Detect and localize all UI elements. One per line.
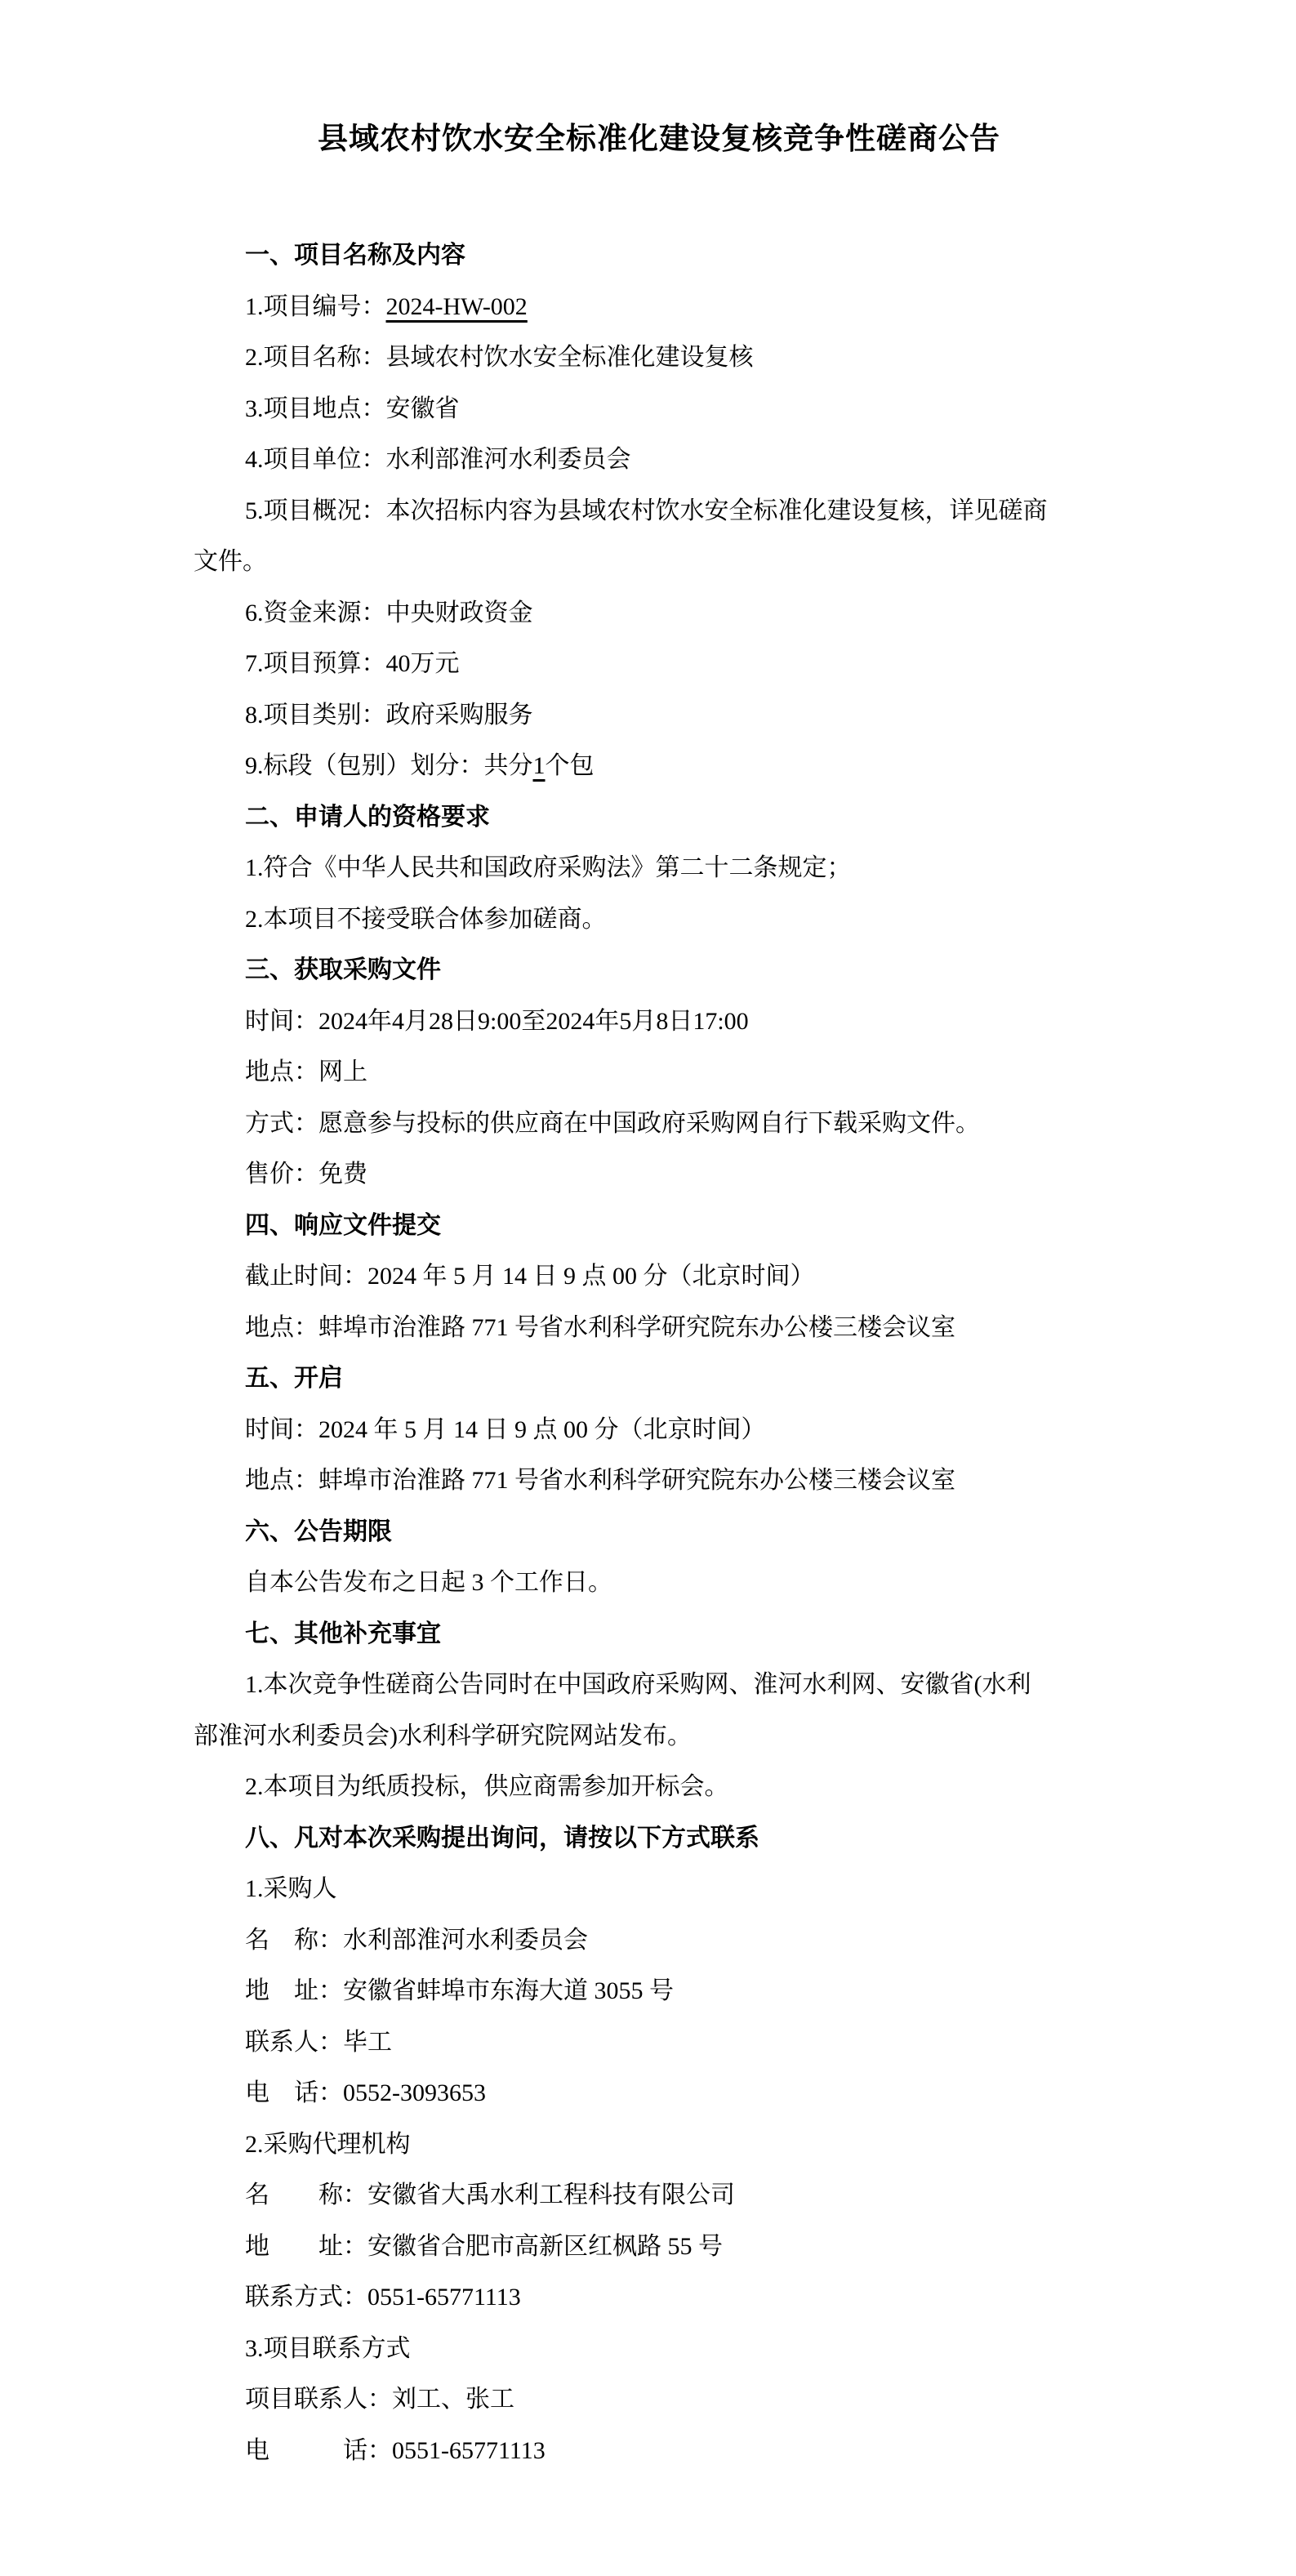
text-line <box>194 741 1125 792</box>
text-line <box>194 1251 1125 1303</box>
text-line <box>194 1455 1125 1507</box>
doc-paragraph <box>194 1405 1125 1456</box>
text-segment: 方式：愿意参与投标的供应商在中国政府采购网自行下载采购文件。 <box>245 1109 980 1137</box>
doc-paragraph <box>194 639 1125 690</box>
doc-paragraph <box>194 1303 1125 1354</box>
text-segment: 地点：蚌埠市治淮路 771 号省水利科学研究院东办公楼三楼会议室 <box>245 1467 955 1494</box>
text-line <box>194 1047 1125 1099</box>
doc-paragraph <box>194 894 1125 946</box>
text-line <box>194 1303 1125 1354</box>
doc-paragraph <box>194 2374 1125 2426</box>
text-segment: 1.本次竞争性磋商公告同时在中国政府采购网、淮河水利网、安徽省(水利 <box>245 1671 1031 1698</box>
doc-paragraph <box>194 1966 1125 2017</box>
text-line <box>194 792 1125 844</box>
text-line <box>194 537 1125 588</box>
text-segment: 5.项目概况：本次招标内容为县域农村饮水安全标准化建设复核，详见磋商 <box>245 497 1048 524</box>
text-line <box>194 2017 1125 2069</box>
text-segment: 地点：蚌埠市治淮路 771 号省水利科学研究院东办公楼三楼会议室 <box>245 1313 955 1341</box>
text-line <box>194 1353 1125 1405</box>
section-heading <box>194 1609 1125 1660</box>
doc-paragraph <box>194 1915 1125 1967</box>
text-line <box>194 1813 1125 1865</box>
text-line <box>194 1149 1125 1201</box>
text-segment: 电 话：0552-3093653 <box>245 2079 486 2106</box>
text-segment: 名 称：安徽省大禹水利工程科技有限公司 <box>245 2182 735 2208</box>
text-segment: 3.项目地点：安徽省 <box>245 394 460 422</box>
text-line <box>194 230 1125 282</box>
doc-paragraph <box>194 996 1125 1048</box>
text-segment: 七、其他补充事宜 <box>245 1620 441 1647</box>
text-segment: 地点：网上 <box>245 1058 367 1085</box>
text-segment: 4.项目单位：水利部淮河水利委员会 <box>245 446 631 473</box>
text-line <box>194 2426 1125 2477</box>
text-segment: 八、凡对本次采购提出询问，请按以下方式联系 <box>245 1824 759 1852</box>
text-line <box>194 2170 1125 2222</box>
doc-paragraph <box>194 741 1125 792</box>
doc-paragraph <box>194 1660 1125 1762</box>
text-line <box>194 2222 1125 2273</box>
doc-paragraph <box>194 1099 1125 1150</box>
text-line <box>194 1609 1125 1660</box>
section-heading <box>194 792 1125 844</box>
doc-paragraph <box>194 1047 1125 1099</box>
text-segment: 时间：2024年4月28日9:00至2024年5月8日17:00 <box>245 1007 749 1035</box>
doc-paragraph <box>194 1149 1125 1201</box>
text-segment: 电 话：0551-65771113 <box>245 2436 546 2464</box>
text-segment: 文件。 <box>194 548 267 575</box>
text-segment: 2.采购代理机构 <box>245 2130 411 2158</box>
text-line <box>194 282 1125 333</box>
text-line <box>194 1864 1125 1915</box>
text-segment: 时间：2024 年 5 月 14 日 9 点 00 分（北京时间） <box>245 1415 766 1443</box>
doc-paragraph <box>194 2324 1125 2375</box>
text-line <box>194 435 1125 486</box>
section-heading <box>194 1813 1125 1865</box>
doc-paragraph <box>194 2272 1125 2324</box>
text-segment: 2.本项目为纸质投标，供应商需参加开标会。 <box>245 1773 729 1800</box>
text-segment: 六、公告期限 <box>245 1518 392 1545</box>
text-line <box>194 1660 1125 1711</box>
section-heading <box>194 1507 1125 1558</box>
text-line <box>194 2119 1125 2171</box>
text-segment: 地 址：安徽省合肥市高新区红枫路 55 号 <box>245 2232 723 2260</box>
text-line <box>194 1762 1125 1813</box>
text-segment: 部淮河水利委员会)水利科学研究院网站发布。 <box>194 1722 692 1749</box>
doc-paragraph <box>194 2222 1125 2273</box>
underlined-text: 2024-HW-002 <box>385 292 528 320</box>
text-segment: 9.标段（包别）划分：共分 <box>245 752 533 779</box>
doc-paragraph <box>194 332 1125 384</box>
text-line <box>194 1405 1125 1456</box>
text-line <box>194 2374 1125 2426</box>
text-line <box>194 1915 1125 1967</box>
section-heading <box>194 945 1125 996</box>
text-segment: 五、开启 <box>245 1365 343 1392</box>
doc-paragraph <box>194 690 1125 742</box>
text-line <box>194 1558 1125 1609</box>
text-segment: 1.采购人 <box>245 1875 337 1902</box>
document-title: 县域农村饮水安全标准化建设复核竞争性磋商公告 <box>318 123 1000 156</box>
text-line <box>194 894 1125 946</box>
text-line <box>194 639 1125 690</box>
text-segment: 截止时间：2024 年 5 月 14 日 9 点 00 分（北京时间） <box>245 1263 815 1290</box>
text-line <box>194 2324 1125 2375</box>
text-segment: 3.项目联系方式 <box>245 2334 411 2362</box>
doc-paragraph <box>194 435 1125 486</box>
doc-paragraph <box>194 1251 1125 1303</box>
text-line <box>194 996 1125 1048</box>
doc-paragraph <box>194 1864 1125 1915</box>
section-heading <box>194 230 1125 282</box>
text-line <box>194 2068 1125 2119</box>
doc-paragraph <box>194 2017 1125 2069</box>
text-segment: 自本公告发布之日起 3 个工作日。 <box>245 1569 612 1596</box>
text-segment: 一、项目名称及内容 <box>245 242 465 269</box>
text-line <box>194 1507 1125 1558</box>
text-line <box>194 1966 1125 2017</box>
doc-paragraph <box>194 2068 1125 2119</box>
text-segment: 项目联系人：刘工、张工 <box>245 2386 514 2413</box>
document-body <box>194 230 1125 2476</box>
doc-paragraph <box>194 2426 1125 2477</box>
text-segment: 1.符合《中华人民共和国政府采购法》第二十二条规定； <box>245 854 852 881</box>
section-heading <box>194 1201 1125 1252</box>
text-line <box>194 690 1125 742</box>
text-segment: 联系方式：0551-65771113 <box>245 2284 521 2311</box>
doc-paragraph <box>194 1558 1125 1609</box>
text-segment: 7.项目预算：40万元 <box>245 650 460 677</box>
text-segment: 售价：免费 <box>245 1161 367 1188</box>
text-line <box>194 332 1125 384</box>
text-segment: 个包 <box>545 752 595 779</box>
text-segment: 二、申请人的资格要求 <box>245 803 490 831</box>
text-line <box>194 1201 1125 1252</box>
text-line <box>194 1711 1125 1763</box>
text-segment: 地 址：安徽省蚌埠市东海大道 3055 号 <box>245 1977 674 2004</box>
text-segment: 2.项目名称：县域农村饮水安全标准化建设复核 <box>245 344 754 371</box>
doc-paragraph <box>194 384 1125 435</box>
text-line <box>194 945 1125 996</box>
doc-paragraph <box>194 2119 1125 2171</box>
doc-paragraph <box>194 282 1125 333</box>
text-line <box>194 843 1125 894</box>
doc-paragraph <box>194 1762 1125 1813</box>
underlined-text: 1 <box>532 752 546 779</box>
text-segment: 8.项目类别：政府采购服务 <box>245 701 533 729</box>
section-heading <box>194 1353 1125 1405</box>
text-line <box>194 2272 1125 2324</box>
text-segment: 名 称：水利部淮河水利委员会 <box>245 1926 588 1954</box>
text-segment: 2.本项目不接受联合体参加磋商。 <box>245 905 607 933</box>
text-line <box>194 1099 1125 1150</box>
text-line <box>194 384 1125 435</box>
text-line <box>194 486 1125 537</box>
text-segment: 1.项目编号： <box>245 292 386 320</box>
text-segment: 6.资金来源：中央财政资金 <box>245 599 533 626</box>
text-segment: 三、获取采购文件 <box>245 956 441 983</box>
doc-paragraph <box>194 486 1125 588</box>
doc-paragraph <box>194 588 1125 640</box>
doc-paragraph <box>194 2170 1125 2222</box>
text-line <box>194 588 1125 640</box>
doc-paragraph <box>194 1455 1125 1507</box>
text-segment: 联系人：毕工 <box>245 2028 392 2056</box>
doc-paragraph <box>194 843 1125 894</box>
text-segment: 四、响应文件提交 <box>245 1211 441 1239</box>
